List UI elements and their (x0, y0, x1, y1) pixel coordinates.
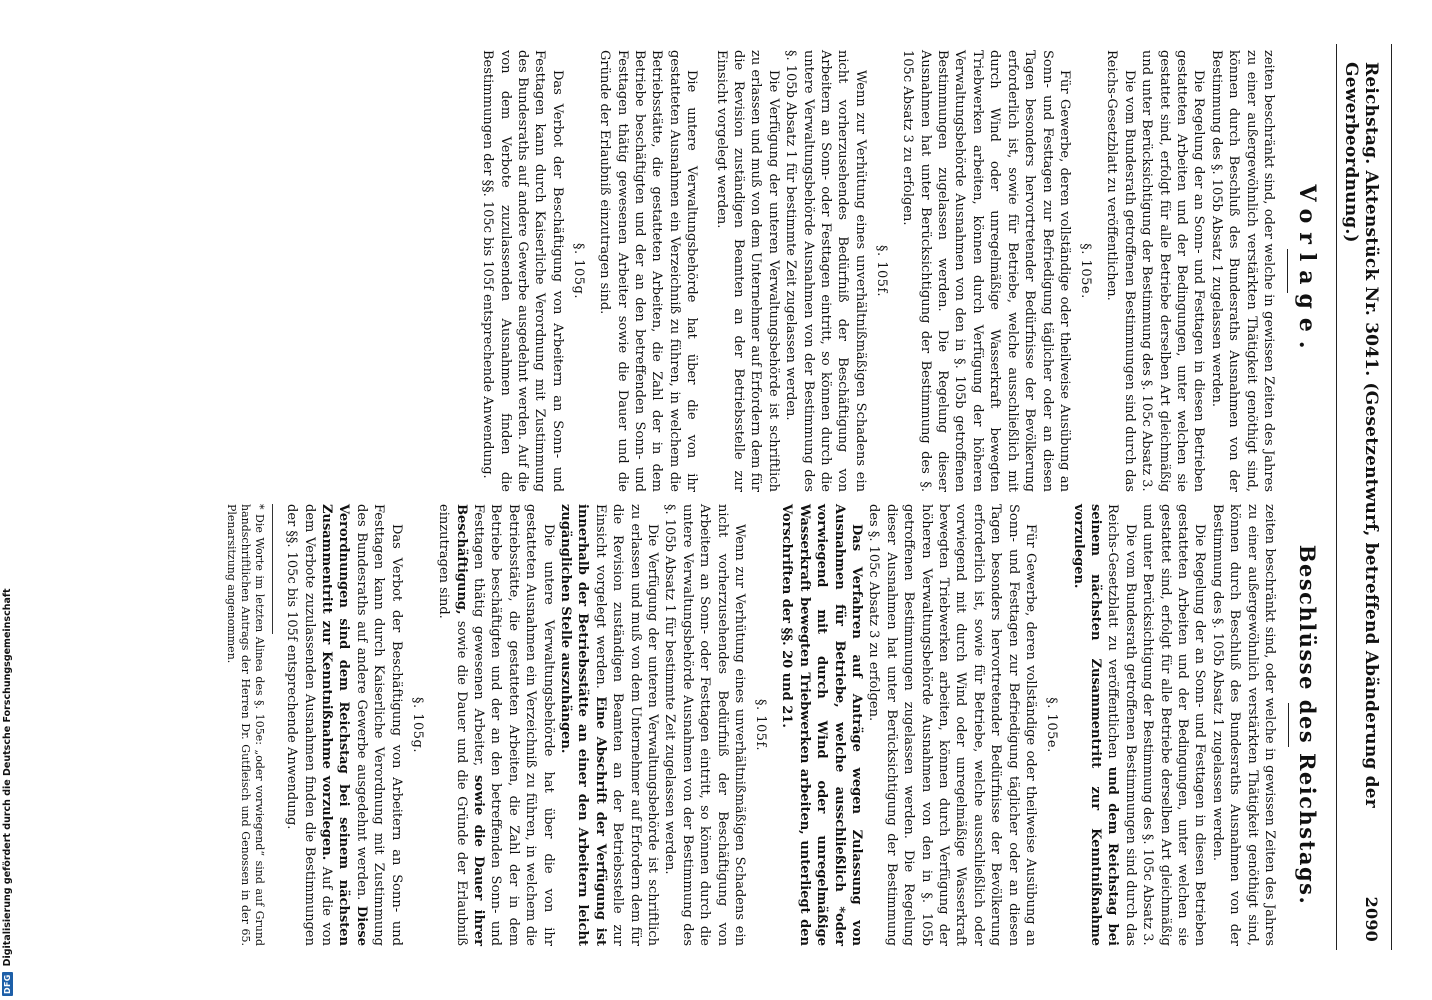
paragraph-amended (1069, 504, 1139, 946)
digitization-credit-line (0, 576, 14, 996)
running-head (1341, 44, 1381, 950)
text-amendment: Eine Abschrift der Verfügung ist innerhalb der Betriebsstätte an einer den Arbeitern leicht zugänglichen Stelle auszuhängen. (557, 504, 608, 946)
title-rule (1287, 249, 1288, 293)
text-plain: Auf die von dem Verbote zuzulassenden Ausnahmen finden die Bestimmungen der §§. 105c bis 105f entsprechende Anwendung. (284, 504, 335, 947)
paragraph: zeiten beschränkt sind, oder welche in gewissen Zeiten des Jahres zu einer außergewöhnlich verstärkten Thätigkeit genöthigt sind, können durch Beschluß des Bundesraths Ausnahmen von der Bestimmung des §. 105b Absatz 1 zugelassen werden. (1209, 504, 1277, 946)
text-plain: Die untere Verwaltungsbehörde hat über die von ihr gestatteten Ausnahmen ein Verzeichniß zu führen, in welchem die Betriebsstätte, die gestatteten Arbeiten, die Zahl der in dem Betriebe beschäftigten und der an den betreffenden Sonn- und Festtagen thätig gewesenen Arbeiter, (470, 504, 556, 946)
paragraph: Wenn zur Verhütung eines unverhältnißmäßigen Schadens ein nicht vorherzusehendes Bedürfniß der Beschäftigung von Arbeitern an Sonn- oder Festtagen eintritt, so können durch die untere Verwaltungsbehörde Ausnahmen von der Bestimmung des §. 105b Absatz 1 für bestimmte Zeit zugelassen werden. (662, 504, 748, 946)
paragraph: Die untere Verwaltungsbehörde hat über die von ihr gestatteten Ausnahmen ein Verzeichniß zu führen, in welchem die Betriebsstätte, die gestatteten Arbeiten, die Zahl der in dem Betriebe beschäftigten und der an den betreffenden Sonn- und Festtagen thätig gewesenen Arbeiter sowie die Dauer und die Gründe der Erlaubniß einzutragen sind. (597, 50, 700, 492)
text-amendment: Diese Verordnungen sind dem Reichstag bei seinem nächsten Zusammentritt zur Kenntnißnahme vorzulegen. (319, 504, 369, 946)
section-label-105f: §. 105f. (873, 244, 889, 298)
section-label-105e: §. 105e. (1077, 243, 1093, 299)
paragraph-amended (283, 504, 405, 946)
text-plain: Die vom Bundesrath getroffenen Bestimmungen sind durch das Reichs-Gesetzblatt zu veröffentlichen (1105, 504, 1138, 946)
footnote-rule (272, 504, 273, 634)
paragraph: Die Verfügung der unteren Verwaltungsbehörde ist schriftlich zu erlassen und muß von dem Unternehmer auf Erfordern dem für die Revision zuständigen Beamten an der Betriebsstelle zur Einsicht vorgelegt werden. (713, 50, 781, 492)
paragraph: Wenn zur Verhütung eines unverhältnißmäßigen Schadens ein nicht vorherzusehendes Bedürfniß der Beschäftigung von Arbeitern an Sonn- oder Festtagen eintritt, so können durch die untere Verwaltungsbehörde Ausnahmen von der Bestimmung des §. 105b Absatz 1 für bestimmte Zeit zugelassen werden. (783, 50, 868, 492)
column-beschluesse (224, 504, 1322, 946)
running-head-text: Reichstag. Aktenstück Nr. 3041. (Gesetzentwurf, betreffend Abänderung der Gewerbeordnung.) (1341, 62, 1381, 808)
section-label-105f: §. 105f. (753, 698, 769, 752)
paragraph: Das Verbot der Beschäftigung von Arbeitern an Sonn- und Festtagen kann durch Kaiserliche Verordnung mit Zustimmung des Bundesraths auf andere Gewerbe ausgedehnt werden. Auf die von dem Verbote zuzulassenden Ausnahmen finden die Bestimmungen der §§. 105c bis 105f entsprechende Anwendung. (480, 50, 565, 492)
title-rule (1288, 703, 1289, 747)
dfg-logo-icon: DFG (2, 974, 12, 994)
paragraph: Die vom Bundesrath getroffenen Bestimmungen sind durch das Reichs-Gesetzblatt zu veröffentlichen. (1104, 50, 1137, 492)
column-title-beschluesse: Beschlüsse des Reichstags. (1295, 544, 1320, 906)
page-number: 2090 (1362, 896, 1381, 942)
paragraph-amended (557, 504, 661, 946)
footnote: * Die Worte im letzten Alinea des §. 105e: „oder vorwiegend“ sind auf Grund handschriftlichen Antrags der Herren Dr. Gutfleisch und Genossen in der 65. Plenarsitzung angenommen. (224, 504, 266, 946)
column-title-vorlage: Vorlage. (1294, 184, 1320, 358)
paragraph: Die Regelung der an Sonn- und Festtagen in diesen Betrieben gestatteten Arbeiten und der Bedingungen, unter welchen sie gestattet sind, erfolgt für alle Betriebe derselben Art gleichmäßig und unter Berücksichtigung der Bestimmung des §. 105c Absatz 3. (1139, 50, 1207, 492)
paragraph: Die Regelung der an Sonn- und Festtagen in diesen Betrieben gestatteten Arbeiten und der Bedingungen, unter welchen sie gestattet sind, erfolgt für alle Betriebe derselben Art gleichmäßig und unter Berücksichtigung der Bestimmung des §. 105c Absatz 3. (1140, 504, 1208, 946)
text-amendment: sowie die Dauer ihrer Beschäftigung, (453, 504, 486, 946)
header-rule-bottom (1336, 44, 1337, 950)
section-label-105g: §. 105g. (570, 242, 586, 300)
text-plain: sowie die Dauer und die Gründe der Erlaubniß einzutragen sind. (436, 504, 469, 946)
paragraph-amendment: Das Verfahren auf Anträge wegen Zulassung von Ausnahmen für Betriebe, welche ausschließlich *oder vorwiegend mit durch Wind oder unregelmäßige Wasserkraft bewegten Triebwerken arbeiten, unterliegt den Vorschriften der §§. 20 und 21. (779, 504, 865, 946)
header-rule (1391, 44, 1392, 950)
section-label-105g: §. 105g. (409, 696, 425, 754)
paragraph: Für Gewerbe, deren vollständige oder theilweise Ausübung an Sonn- und Festtagen zur Befriedigung täglicher oder an diesen Tagen besonders hervortretender Bedürfnisse der Bevölkerung erforderlich ist, sowie für Betriebe, welche ausschließlich oder vorwiegend mit durch Wind oder unregelmäßige Wasserkraft bewegten Triebwerken arbeiten, können durch Verfügung der höheren Verwaltungsbehörde Ausnahmen von den in §. 105b getroffenen Bestimmungen zugelassen werden. Die Regelung dieser Ausnahmen hat unter Berücksichtigung der Bestimmung des §. 105c Absatz 3 zu erfolgen. (866, 504, 1039, 946)
text-plain: Das Verbot der Beschäftigung von Arbeitern an Sonn- und Festtagen kann durch Kaiserliche Verordnung mit Zustimmung des Bundesraths auf andere Gewerbe ausgedehnt werden. (353, 504, 404, 946)
paragraph: Für Gewerbe, deren vollständige oder theilweise Ausübung an Sonn- und Festtagen zur Befriedigung täglicher oder an diesen Tagen besonders hervortretender Bedürfnisse der Bevölkerung erforderlich ist, sowie für Betriebe, welche ausschließlich mit durch Wind oder unregelmäßige Wasserkraft bewegten Triebwerken arbeiten, können durch Verfügung der höheren Verwaltungsbehörde Ausnahmen von den in §. 105b getroffenen Bestimmungen zugelassen werden. Die Regelung dieser Ausnahmen hat unter Berücksichtigung der Bestimmung des §. 105c Absatz 3 zu erfolgen. (900, 50, 1072, 492)
credit-text: Digitalisierung gefördert durch die Deutsche Forschungsgemeinschaft (1, 588, 13, 967)
section-label-105e: §. 105e. (1044, 697, 1060, 753)
paragraph: zeiten beschränkt sind, oder welche in gewissen Zeiten des Jahres zu einer außergewöhnlich verstärkten Thätigkeit genöthigt sind, können durch Beschluß des Bundesraths Ausnahmen von der Bestimmung des §. 105b Absatz 1 zugelassen werden. (1208, 50, 1276, 492)
text-amendment: und dem Reichstag bei seinem nächsten Zusammentritt zur Kenntnißnahme vorzulegen. (1070, 504, 1121, 946)
two-column-body (224, 44, 1322, 950)
text-plain: Die Verfügung der unteren Verwaltungsbehörde ist schriftlich zu erlassen und muß von dem Unternehmer auf Erfordern dem für die Revision zuständigen Beamten an der Betriebsstelle zur Einsicht vorgelegt werden. (592, 504, 660, 946)
paragraph-amended (435, 504, 557, 946)
column-vorlage (224, 50, 1322, 492)
